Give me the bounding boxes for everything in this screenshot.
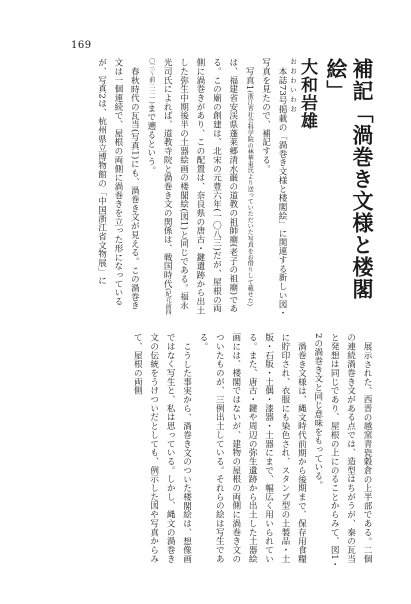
text-run: 渦巻き文様は、縄文時代前期から後期まで、保存用食糧に貯印され、衣服にも染色され、スタンプ型の土製品・土版・石版・土偶・漆器・土器にまで、幅広く用いられている。また、唐古・鍵や周辺の弥生遺跡から出土した土器絵画には、楼閣ではないが、建物の屋根の両側に渦巻き文のついたものが、三例出土している。それらの絵は写生である。 [197,333,307,564]
inline-note: (紀元前四〇三〜前二二一) [147,58,172,316]
paragraph [142,58,257,318]
body-text-lower [75,333,375,571]
text-run: まで遡るという。 [145,103,156,175]
paragraph [309,333,375,571]
body-text-upper [68,58,290,318]
text-run: 展示された、西晋の越窯青瓷穀倉の上半部である。二個の連続渦巻き文がある点では、造型はちがうが、秦の瓦当と発想は同じであり、屋根の上にのることからみて、図1・2の渦巻き文と同じ意味をもっている。 [312,333,372,569]
page-number: 169 [71,40,92,51]
text-run: 春秋時代の瓦当(写真1)にも、渦巻き文が見える。この渦巻き文は一個連続で、屋根の両側に渦巻きを立った形になっているが、写真2は、杭州県立博物館の「中国浙江省文物展」に [96,58,140,310]
text-run: 本誌73号掲載の「渦巻き文様と楼閣絵」に関連する新しい図・写真を見たので、補記する。 [260,58,287,317]
article-title: 補記「渦巻き文様と楼閣絵」 [324,58,375,300]
paragraph [195,333,310,571]
paragraph [257,58,290,318]
paragraph [93,58,142,318]
text-run: こうした事実から、渦巻き文のついた楼閣絵は、想像画ではなく写生と、私は思っている。しかし、縄文の渦巻き文の伝統をうけついだとしても、例示した図や写真からみて、屋根の両側 [132,333,192,564]
author-ruby: おおわいわお [289,58,297,115]
inline-note: (浙江省社会科学院の林華東氏より送っていただいた写真をお借りして載せた) [246,90,254,306]
text-run: 写真1 [244,66,255,91]
text-run: は、福建省安渓県蓬莱郷清水巌の道教の祖師廟(老子の祖廟)である。この廟の創建は、北宋の元豊六年(一〇八三)だが、屋根の両側に渦巻きがあり、この配置は、奈良県の唐古・鍵遺跡から出土した弥生中期後半の土器絵画の楼閣絵(図1)と同じである。福永光司氏によれば、道教寺院と渦巻き文の関係は、戦国時代 [162,58,238,315]
author-name: 大和岩雄 [297,58,317,130]
paragraph [129,333,195,571]
